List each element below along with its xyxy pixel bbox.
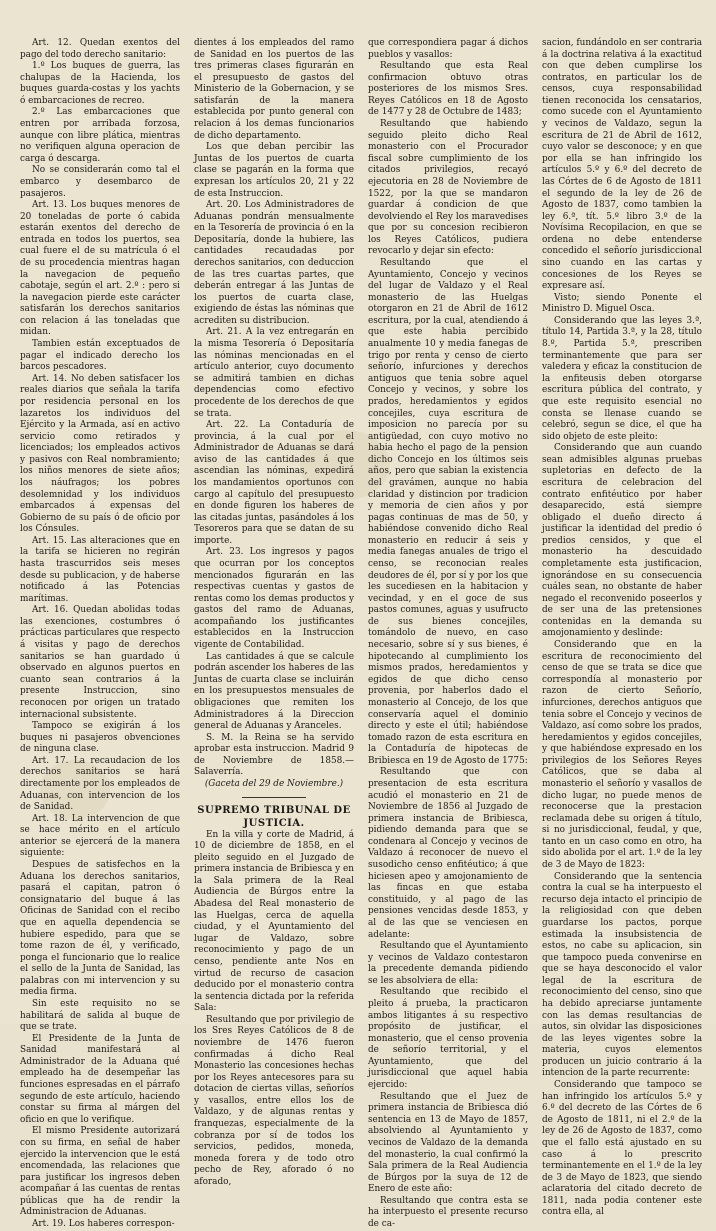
paragraph: Sin este requisito no se habilitará de salida al buque de que se trate. <box>20 998 180 1033</box>
paragraph: Considerando que la sentencia contra la cual se ha interpuesto el recurso deja intacto el principio de la religiosidad con que deben guardarse los pactos, porque estimada la insubsistencia de estos, no cabe su aplicacion, sin que tampoco pueda convenirse en que se haya desconocido el valor legal de la escritura de reconocimiento del censo, sino que ha debido apreciarse juntamente con las demas resultancias de autos, sin olvidar las disposiciones de las leyes vigentes sobre la materia, cuyos elementos producen un juicio contrario á la intencion de la parte recurrente: <box>542 871 702 1079</box>
paragraph: Visto; siendo Ponente el Ministro D. Miguel Osca. <box>542 292 702 315</box>
paragraph: Art. 17. La recaudacion de los derechos sanitarios se hará directamente por los empleados de Aduanas, con intervencion de los de Sanidad. <box>20 755 180 813</box>
paragraph: El mismo Presidente autorizará con su firma, en señal de haber ejercido la intervencion que le está encomendada, las relaciones que para justificar los ingresos deben acompañar á las cuentas de rentas públicas que ha de rendir la Administracion de Aduanas. <box>20 1126 180 1218</box>
paragraph: Resultando que por privilegio de los Sres Reyes Católicos de 8 de noviembre de 1476 fueron confirmadas á dicho Real Monasterio las concesiones hechas por los Reyes antecesores para su dotacion de ciertas villas, señoríos y vasallos, entre ellos los de Valdazo, y de algunas rentas y franquezas, especialmente de la cobranza por sí de todos los servicios, pedidos, moneda, moneda forera y de todo otro pecho de Rey, aforado ó no aforado, <box>194 1014 354 1187</box>
paragraph: Resultando que recibido el pleito á prueba, la practicaron ambos litigantes á su respectivo propósito de justificar, el monasterio, que el censo provenia de señorío territorial, y el Ayuntamiento, que del jurisdiccional que aquel habia ejercido: <box>368 987 528 1091</box>
paragraph: Resultando que con presentacion de esta escritura acudió el monasterio en 21 de Noviembre de 1856 al Juzgado de primera instancia de Bribiesca, pidiendo demanda para que se condenara al Concejo y vecinos de Valdazo á reconocer de nuevo el susodicho censo enfitéutico; á que hiciesen apeo y amojonamiento de las fincas en que estaba constituido, y al pago de las pensiones vencidas desde 1853, y al de las que se venciesen en adelante: <box>368 767 528 940</box>
section-heading: SUPREMO TRIBUNAL DE JUSTICIA. <box>197 804 351 829</box>
column-1 <box>20 38 180 1229</box>
column-4 <box>542 38 702 1218</box>
paragraph: Resultando que el Juez de primera instancia de Bribiesca dió sentencia en 13 de Mayo de 1857, absolviendo al Ayuntamiento y vecinos de Valdazo de la demanda del monasterio, la cual confirmó la Sala primera de la Real Audiencia de Búrgos por la suya de 12 de Enero de este año: <box>368 1091 528 1195</box>
paragraph: 1.º Los buques de guerra, las chalupas de la Hacienda, los buques guarda-costas y los yachts ó embarcaciones de recreo. <box>20 61 180 106</box>
paragraph: Art. 18. La intervencion de que se hace mérito en el artículo anterior se ejercerá de la manera siguiente: <box>20 813 180 859</box>
paragraph: Art. 22. La Contaduría de provincia, á la cual por el Administrador de Aduanas se dará aviso de las cantidades á que ascendian las nóminas, expedirá los mandamientos oportunos con cargo al capítulo del presupuesto en donde figuren los haberes de las citadas juntas, pasándoles á los Tesoreros para que se datan de su importe. <box>194 420 354 546</box>
paragraph: Tambien están exceptuados de pagar el indicado derecho los barcos pescadores. <box>20 339 180 373</box>
section-divider <box>242 797 306 798</box>
paragraph: Despues de satisfechos en la Aduana los derechos sanitarios, pasará el capitan, patron ó consignatario del buque á las Oficinas de Sanidad con el recibo que en aquella dependencia se hubiere espedido, para que se tome razon de él, y verificado, ponga el funcionario que lo realice el sello de la Junta de Sanidad, las palabras con mi intervencion y su media firma. <box>20 860 180 998</box>
paragraph: Considerando que tampoco se han infringido los artículos 5.º y 6.º del decreto de las Córtes de 6 de Agosto de 1811, ni el 2.º de la ley de 26 de Agosto de 1837, como que el fallo está ajustado en su caso á lo prescrito terminantemente en el 1.º de la ley de 3 de Mayo de 1823, que siendo aclaratoria del citado decreto de 1811, nada podia contener este contra ella, al <box>542 1080 702 1218</box>
gazette-reference: (Gaceta del 29 de Noviembre.) <box>204 779 344 789</box>
paragraph: Resultando que esta Real confirmacion obtuvo otras posteriores de los mismos Sres. Reyes Católicos en 18 de Agosto de 1477 y 28 de Octubre de 1483; <box>368 61 528 118</box>
paragraph: Resultando que contra esta se ha interpuesto el presente recurso de ca- <box>368 1195 528 1229</box>
paragraph: sacion, fundándolo en ser contraria á la doctrina relativa á la exactitud con que deben cumplirse los contratos, en particular los de censos, cuya responsabilidad tienen reconocida los censatarios, como sucede con el Ayuntamiento y vecinos de Valdazo, segun la escritura de 21 de Abril de 1612, cuyo valor se desconoce; y en que por ella se han infringido los artículos 5.º y 6.º del decreto de las Córtes de 6 de Agosto de 1811 el segundo de la ley de 26 de Agosto de 1837, como tambien la ley 6.ª, tít. 5.º libro 3.º de la Novísima Recopilacion, en que se ordena no debe entenderse concedido el señorío jurisdiccional sino cuando en las cartas y concesiones de los Reyes se expresare así. <box>542 38 702 292</box>
paragraph: En la villa y corte de Madrid, á 10 de diciembre de 1858, en el pleito seguido en el Juzgado de primera instancia de Bribiesca y en la Sala primera de la Real Audiencia de Búrgos entre la Abadesa del Real monasterio de las Huelgas, cerca de aquella ciudad, y el Ayuntamiento del lugar de Valdazo, sobre reconocimiento y pago de un censo, pendiente ante Nos en virtud de recurso de casacion deducido por el monasterio contra la sentencia dictada por la referida Sala: <box>194 829 354 1014</box>
paragraph: Art. 20. Los Administradores de Aduanas pondrán mensualmente en la Tesorería de provincia ó en la Depositaría, donde la hubiere, las cantidades recaudadas por derechos sanitarios, con deduccion de las tres cuartas partes, que deberán entregar á las Juntas de los puertos de cuarta clase, exigiendo de éstas las nóminas que acrediten su distribucion. <box>194 200 354 326</box>
paragraph: Considerando que en la escritura de reconocimiento del censo de que se trata se dice que correspondía al monasterio por razon de cierto Señorío, infurciones, derechos antiguos que tenia sobre el Concejo y vecinos de Valdazo, así como sobre los prados, heredamientos y egidos concejiles, y que habiéndose expresado en los privilegios de los Señores Reyes Católicos, que se daba al monasterio el señorío y vasallos de dicho lugar, no puede menos de reconocerse que la prestacion reclamada debe su origen á título, si no jurisdiccional, feudal, y que, tanto en un caso como en otro, ha sido abolida por el art. 1.º de la ley de 3 de Mayo de 1823: <box>542 640 702 871</box>
paragraph: No se considerarán como tal el embarco y desembarco de pasajeros. <box>20 165 180 199</box>
paragraph: Art. 13. Los buques menores de 20 toneladas de porte ó cabida estarán exentos del derecho de entrada en todos los puertos, sea cual fuere el de su matrícula ó el de su procedencia mientras hagan la navegacion de pequeño cabotaje, según el art. 2.º : pero si la navegacion pierde este carácter satisfarán los derechos sanitarios con relacion á las toneladas que midan. <box>20 200 180 338</box>
paragraph: dientes á los empleados del ramo de Sanidad en los puertos de las tres primeras clases figurarán en el presupuesto de gastos del Ministerio de la Gobernacion, y se satisfarán de la manera establecida por punto general con relacion á los demas funcionarios de dicho departamento. <box>194 38 354 141</box>
paragraph: Los que deban percibir las Juntas de los puertos de cuarta clase se pagarán en la forma que expresan los artículos 20, 21 y 22 de esta Instruccion. <box>194 142 354 199</box>
paragraph: Art. 15. Las alteraciones que en la tarifa se hicieren no regirán hasta trascurridos seis meses desde su publicacion, y de haberse notificado á las Potencias marítimas. <box>20 535 180 604</box>
paragraph: Art. 19. Los haberes correspon- <box>32 1218 175 1229</box>
text-columns <box>20 38 702 1229</box>
paragraph: Art. 12. Quedan exentos del pago del todo derecho sanitario: <box>20 38 180 60</box>
paragraph: Art. 14. No deben satisfacer los reales diarios que señala la tarifa por residencia personal en los lazaretos los individuos del Ejército y la Armada, así en activo servicio como retirados y licenciados; los empleados activos y pasivos con Real nombramiento; los niños menores de siete años; los náufragos; los pobres desolemnidad y los individuos embarcados á expensas del Gobierno de su país ó de oficio por los Cónsules. <box>20 373 180 535</box>
paragraph: Resultando que el Ayuntamiento, Concejo y vecinos del lugar de Valdazo y el Real monasterio de las Huelgas otorgaron en 21 de Abril de 1612 escritura, por la cual, atendiendo á que este habia percibido anualmente 10 y media fanegas de trigo por renta y censo de cierto señorío, infurciones y derechos antiguos que tenia sobre aquel Concejo y vecinos, y sobre los prados, heredamientos y egidos concejiles, cuya escritura de imposicion no parecía por su antigüedad, con cuyo motivo no habia hecho el pago de la pension dicho Concejo en los últimos seis años, pero que sabian la existencia del gravámen, aunque no habia claridad y distincion por tradicion y memoria de cien años y por pagas continuas de mas de 50, y habiéndose convenido dicho Real monasterio en reducir á seis y media fanegas anuales de trigo el censo, se reconocian reales deudores de él, por sí y por los que les sucediesen en la habitacion y vecindad, y en el goce de sus pastos comunes, aguas y usufructo de sus bienes concejiles, tomándolo de nuevo, en caso necesario, sobre sí y sus bienes, é hipotecando al cumplimiento los mismos prados, heredamientos y egidos de que dicho censo provenia, por haberlos dado el monasterio al Concejo, de los que conservaría aquel el dominio directo y este el útil; habiéndose tomado razon de esta escritura en la Contaduría de hipotecas de Bribiesca en 19 de Agosto de 1775: <box>368 257 528 766</box>
paragraph: 2.º Las embarcaciones que entren por arribada forzosa, aunque con libre plática, mientras no verifiquen alguna operacion de carga ó descarga. <box>20 107 180 164</box>
paragraph: Art. 21. A la vez entregarán en la misma Tesorería ó Depositaría las nóminas mencionadas en el artículo anterior, cuyo documento se admitirá tambien en dichas dependencias como efectivo procedente de los derechos de que se trata. <box>194 327 354 419</box>
paragraph: Art. 23. Los ingresos y pagos que ocurran por los conceptos mencionados figurarán en las respectivas cuentas y gastos de rentas como los demas productos y gastos del ramo de Aduanas, acompañando los justificantes establecidos en la Instruccion vigente de Contabilidad. <box>194 547 354 651</box>
column-3 <box>368 38 528 1229</box>
column-2 <box>194 38 354 1187</box>
paragraph: Considerando que aun cuando sean admisibles algunas pruebas supletorias en defecto de la escritura de celebracion del contrato enfitéutico por haber desaparecido, está siempre obligado el dueño directo á justificar la identidad del predio ó predios censidos, y que el monasterio ha descuidado completamente esta justificacion, ignorándose en su consecuencia cuáles sean, no obstante de haber negado el reconvenido poseerlos y de ser una de las pretensiones contenidas en la demanda su amojonamiento y deslinde: <box>542 443 702 639</box>
paragraph: Resultando que habiendo seguido pleito dicho Real monasterio con el Procurador fiscal sobre cumplimiento de los citados privilegios, recayó ejecutoria en 28 de Noviembre de 1522, por la que se mandaron guardar á condicion de que devolviendo el Rey los maravedises que por su concesion recibieron los Reyes Católicos, pudiera revocarlo y dejar sin efecto: <box>368 119 528 257</box>
paragraph: Las cantidades á que se calcule podrán ascender los haberes de las Juntas de cuarta clase se incluirán en los presupuestos mensuales de obligaciones que remiten los Administradores á la Direccion general de Aduanas y Aranceles. <box>194 651 354 732</box>
paragraph: S. M. la Reina se ha servido aprobar esta instruccion. Madrid 9 de Noviembre de 1858.—Salaverría. <box>194 732 354 778</box>
paragraph: Art. 16. Quedan abolidas todas las exenciones, costumbres ó prácticas particulares que respecto á visitas y pago de derechos sanitarios se han guardado ú observado en algunos puertos en cuanto sean contrarios á la presente Instruccion, sino reconocen por origen un tratado internacional subsistente. <box>20 605 180 720</box>
paragraph: que correspondiera pagar á dichos pueblos y vasallos: <box>368 38 528 60</box>
paragraph: El Presidente de la Junta de Sanidad manifestará al Administrador de la Aduana qué empleado ha de desempeñar las funciones espresadas en el párrafo segundo de este artículo, haciendo constar su firma al márgen del oficio en que lo verifique. <box>20 1033 180 1125</box>
paragraph: Resultando que el Ayuntamiento y vecinos de Valdazo contestaron la precedente demanda pidiendo se les absolviera de ella: <box>368 941 528 986</box>
paragraph: Tampoco se exigirán á los buques ni pasajeros obvenciones de ninguna clase. <box>20 721 180 755</box>
paragraph: Considerando que las leyes 3.ª, título 14, Partida 3.ª, y la 28, título 8.º, Partida 5.ª, prescriben terminantemente que para ser valedera y eficaz la constitucion de la enfiteusis deben otorgarse escritura pública del contrato, y que este requisito esencial no consta se llenase cuando se celebró, segun se dice, el que ha sido objeto de este pleito: <box>542 315 702 442</box>
